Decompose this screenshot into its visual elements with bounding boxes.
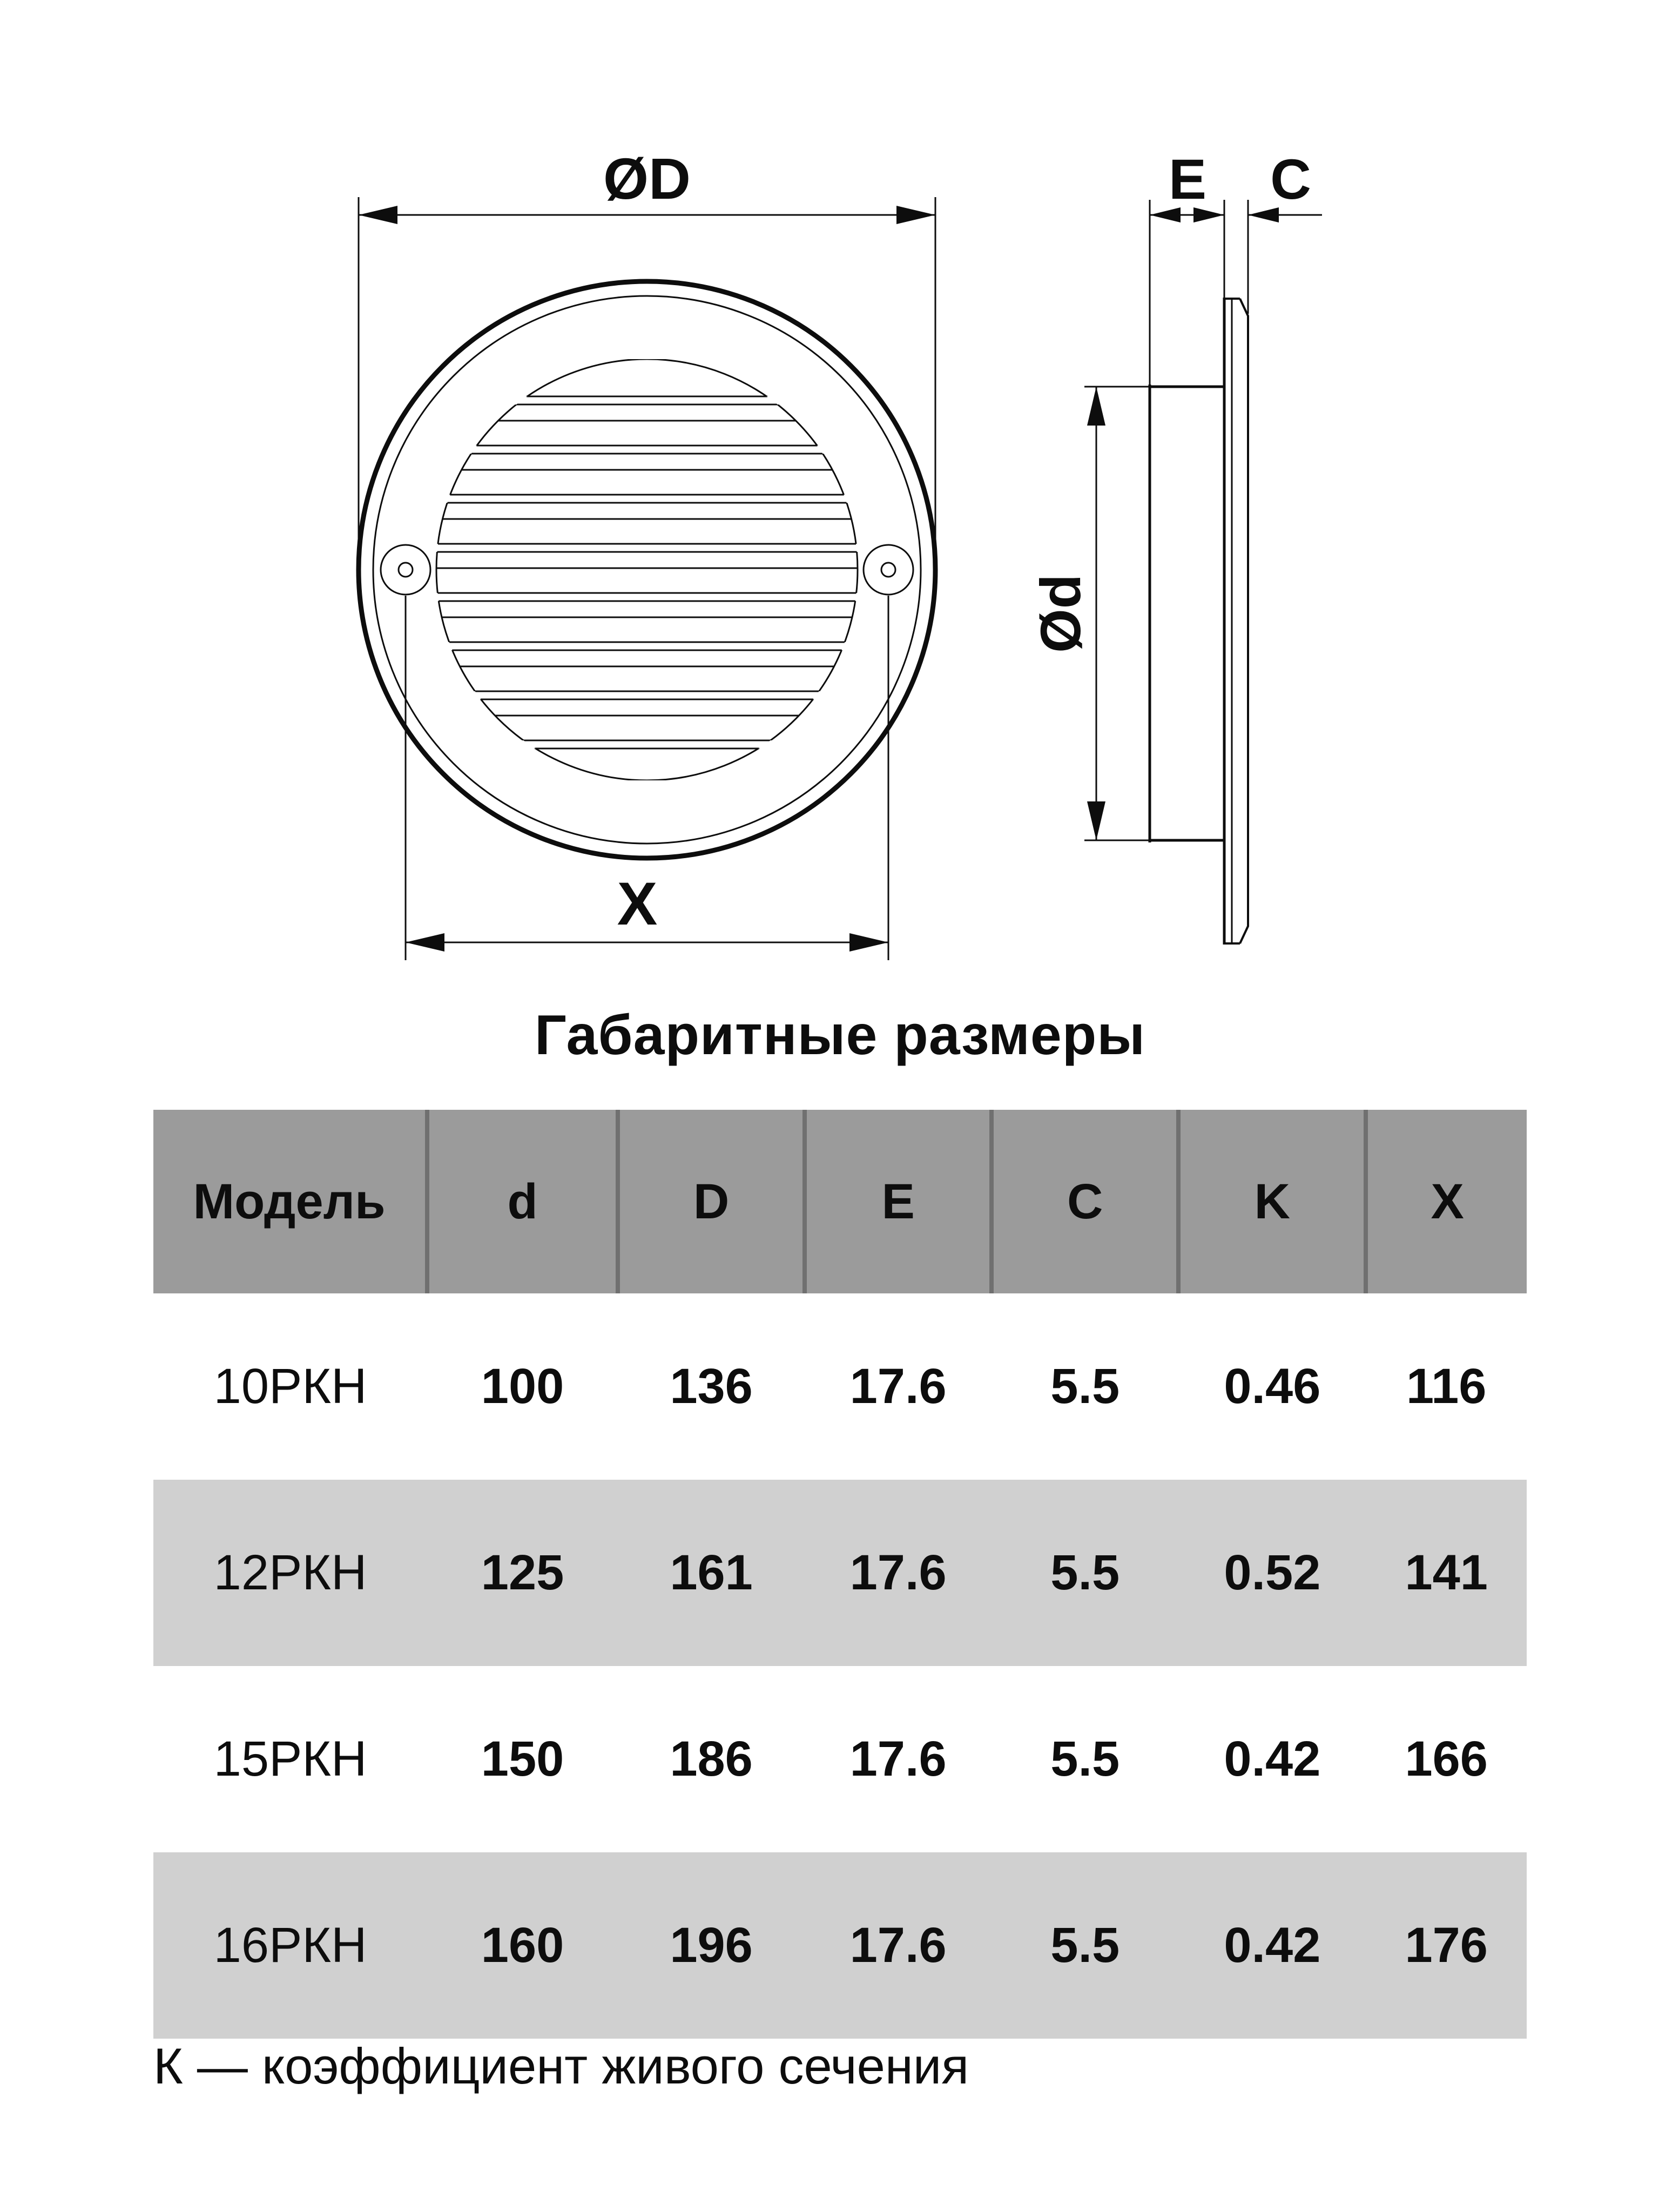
model-cell: 10РКН (213, 1359, 367, 1414)
dim-duct-diameter (1029, 387, 1105, 840)
arrowhead-up-icon (1087, 387, 1105, 426)
arrowhead-left-icon (406, 933, 444, 952)
footnote-coefficient: К — коэффициент живого сечения (153, 2038, 969, 2094)
grille-inner-rim-circle (373, 296, 921, 844)
duct-profile (1084, 385, 1224, 842)
value-cell: 166 (1405, 1731, 1488, 1786)
value-cell: 0.46 (1224, 1359, 1321, 1414)
value-cell: 160 (481, 1918, 564, 1973)
value-cell: 0.42 (1224, 1731, 1321, 1786)
value-cell: 176 (1405, 1918, 1488, 1973)
dim-label-hole-spacing: X (617, 870, 658, 938)
col-header-C: C (992, 1110, 1178, 1293)
value-cell: 141 (1405, 1545, 1488, 1600)
dimensions-table (153, 1110, 1527, 2039)
model-cell: 16РКН (213, 1918, 367, 1973)
value-cell: 116 (1406, 1359, 1487, 1414)
value-cell: 136 (670, 1359, 753, 1414)
dim-duct-depth (1150, 148, 1224, 387)
col-header-d: d (427, 1110, 618, 1293)
model-cell: 15РКН (213, 1731, 367, 1786)
value-cell: 196 (670, 1918, 753, 1973)
dim-outer-diameter (359, 146, 935, 570)
value-cell: 17.6 (849, 1731, 947, 1786)
louver-slats (429, 359, 865, 780)
table-header (153, 1110, 1527, 1293)
value-cell: 5.5 (1050, 1731, 1120, 1786)
grille-outer-circle (359, 281, 935, 858)
col-header-D: D (618, 1110, 805, 1293)
section-title: Габаритные размеры (534, 1004, 1146, 1067)
side-view-drawing (1029, 148, 1322, 945)
table-row (153, 1666, 1527, 1852)
value-cell: 161 (670, 1545, 753, 1600)
col-header-E: E (805, 1110, 992, 1293)
value-cell: 5.5 (1050, 1918, 1120, 1973)
screw-hole-right (864, 545, 913, 595)
value-cell: 0.52 (1224, 1545, 1321, 1600)
dim-label-duct-depth: E (1168, 148, 1207, 211)
arrowhead-down-icon (1087, 801, 1105, 840)
value-cell: 5.5 (1050, 1545, 1120, 1600)
dim-label-flange-thickness: C (1270, 148, 1311, 211)
model-cell: 12РКН (213, 1545, 367, 1600)
table-row (153, 1852, 1527, 2039)
table-row (153, 1293, 1527, 1480)
value-cell: 150 (481, 1731, 564, 1786)
flange-profile (1224, 298, 1248, 945)
value-cell: 0.42 (1224, 1918, 1321, 1973)
arrowhead-left-icon (359, 206, 397, 224)
col-header-X: X (1366, 1110, 1527, 1293)
col-header-K: K (1178, 1110, 1366, 1293)
value-cell: 17.6 (849, 1545, 947, 1600)
value-cell: 5.5 (1050, 1359, 1120, 1414)
value-cell: 100 (481, 1359, 564, 1414)
value-cell: 125 (481, 1545, 564, 1600)
arrowhead-right-icon (896, 206, 935, 224)
dimensional-drawing (0, 0, 1659, 999)
dim-label-outer-diameter: ØD (603, 146, 691, 211)
value-cell: 186 (670, 1731, 753, 1786)
arrowhead-right-icon (849, 933, 888, 952)
value-cell: 17.6 (849, 1918, 947, 1973)
front-view-drawing (359, 146, 935, 960)
screw-hole-left (381, 545, 430, 595)
col-header-model: Модель (153, 1110, 427, 1293)
dim-flange-thickness (1248, 148, 1322, 314)
dim-label-duct-diameter: Ød (1029, 574, 1092, 653)
table-row (153, 1480, 1527, 1666)
value-cell: 17.6 (849, 1359, 947, 1414)
